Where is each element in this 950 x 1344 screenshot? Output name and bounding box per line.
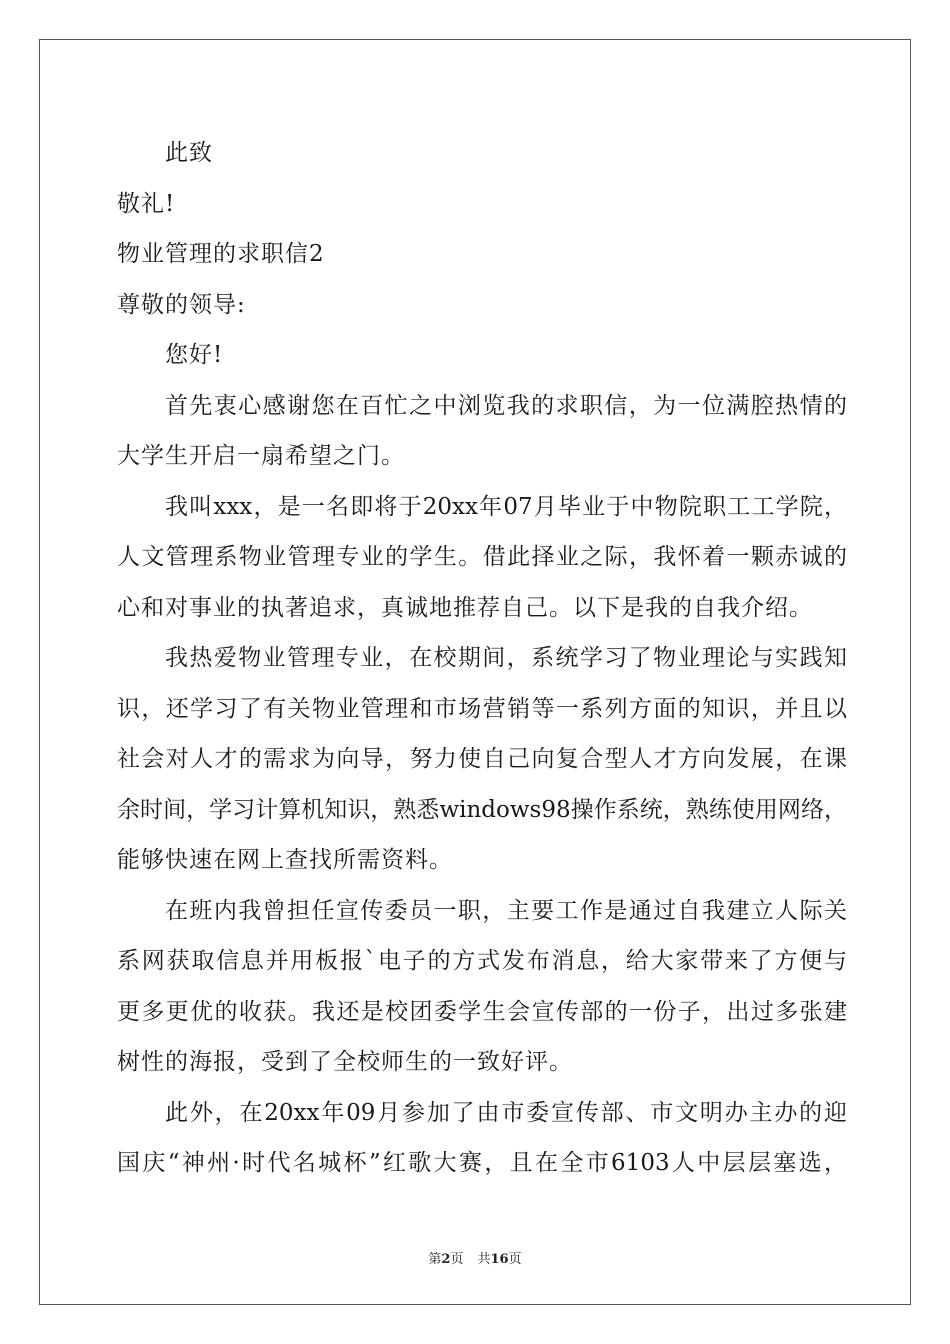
footer-page-suffix: 页 (450, 1252, 464, 1267)
paragraph-line: 我叫xxx，是一名即将于20xx年07月毕业于中物院职工工学院， (165, 493, 847, 520)
current-page-number: 2 (441, 1252, 451, 1267)
paragraph-line: 此外，在20xx年09月参加了由市委宣传部、市文明办主办的迎 (165, 1099, 847, 1126)
greeting-recipient: 尊敬的领导: (117, 291, 246, 318)
paragraph-line: 心和对事业的执著追求，真诚地推荐自己。以下是我的自我介绍。 (117, 594, 813, 621)
paragraph-line: 余时间，学习计算机知识，熟悉windows98操作系统，熟练使用网络， (117, 796, 847, 823)
paragraph-line: 树性的海报，受到了全校师生的一致好评。 (117, 1049, 573, 1075)
footer-prefix: 第 (428, 1252, 442, 1267)
paragraph-line: 能够快速在网上查找所需资料。 (117, 847, 453, 873)
total-pages-number: 16 (490, 1252, 509, 1267)
salutation-line: 敬礼! (117, 190, 176, 217)
footer-total-prefix: 共 (477, 1252, 491, 1267)
closing-line: 此致 (165, 140, 213, 166)
paragraph-line: 系网获取信息并用板报`电子的方式发布消息，给大家带来了方便与 (117, 948, 847, 974)
paragraph-line: 在班内我曾担任宣传委员一职，主要工作是通过自我建立人际关 (165, 897, 847, 924)
document-body (117, 128, 847, 1189)
paragraph-line: 我热爱物业管理专业，在校期间，系统学习了物业理论与实践知 (165, 645, 847, 671)
footer-total-suffix: 页 (508, 1252, 522, 1267)
paragraph-line: 国庆“神州·时代名城杯”红歌大赛，且在全市6103人中层层塞选， (117, 1150, 847, 1176)
paragraph-line: 大学生开启一扇希望之门。 (117, 443, 405, 469)
greeting-hello: 您好! (165, 342, 224, 368)
page-footer (0, 1248, 950, 1267)
paragraph-line: 识，还学习了有关物业管理和市场营销等一系列方面的知识，并且以 (117, 695, 847, 722)
paragraph-line: 首先衷心感谢您在百忙之中浏览我的求职信，为一位满腔热情的 (165, 392, 847, 419)
paragraph-line: 更多更优的收获。我还是校团委学生会宣传部的一份子，出过多张建 (117, 998, 847, 1025)
paragraph-line: 社会对人才的需求为向导，努力使自己向复合型人才方向发展，在课 (117, 746, 847, 772)
letter-title: 物业管理的求职信2 (117, 241, 325, 267)
paragraph-line: 人文管理系物业管理专业的学生。借此择业之际，我怀着一颗赤诚的 (117, 544, 847, 570)
